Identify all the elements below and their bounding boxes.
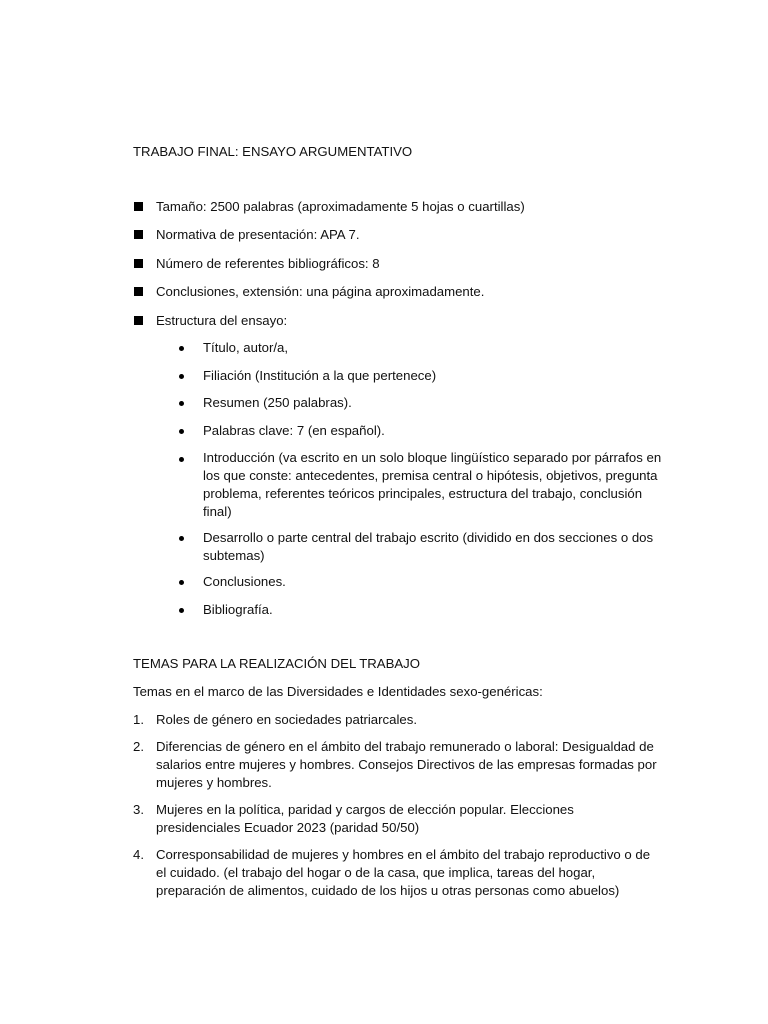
topic-number: 3. bbox=[133, 802, 144, 817]
structure-item: Bibliografía. bbox=[203, 602, 273, 617]
square-bullet-icon bbox=[134, 316, 143, 325]
round-bullet-icon bbox=[179, 374, 184, 379]
round-bullet-icon bbox=[179, 536, 184, 541]
square-bullet-icon bbox=[134, 287, 143, 296]
square-bullet-icon bbox=[134, 202, 143, 211]
requirement-item: Conclusiones, extensión: una página aproximadamente. bbox=[156, 284, 485, 299]
square-bullet-icon bbox=[134, 259, 143, 268]
structure-item: Resumen (250 palabras). bbox=[203, 395, 352, 410]
round-bullet-icon bbox=[179, 346, 184, 351]
topic-number: 2. bbox=[133, 739, 144, 754]
topic-number: 4. bbox=[133, 847, 144, 862]
square-bullet-icon bbox=[134, 230, 143, 239]
structure-item: Palabras clave: 7 (en español). bbox=[203, 423, 385, 438]
structure-item: Introducción (va escrito en un solo bloque lingüístico separado por párrafos en los que conste: antecedentes, premisa central o hipótesis, objetivos, pregunta problema, referentes teóricos principales, estructura del trabajo, conclusión final) bbox=[203, 450, 662, 519]
requirement-item: Tamaño: 2500 palabras (aproximadamente 5 hojas o cuartillas) bbox=[156, 199, 525, 214]
round-bullet-icon bbox=[179, 457, 184, 462]
round-bullet-icon bbox=[179, 429, 184, 434]
topic-text: Corresponsabilidad de mujeres y hombres en el ámbito del trabajo reproductivo o de el cuidado. (el trabajo del hogar o de la casa, que implica, tareas del hogar, preparación de alimentos, cuidado de los hijos u otras personas como abuelos) bbox=[156, 847, 651, 898]
topics-heading: TEMAS PARA LA REALIZACIÓN DEL TRABAJO bbox=[133, 656, 421, 671]
requirement-item: Estructura del ensayo: bbox=[156, 313, 288, 328]
document-title: TRABAJO FINAL: ENSAYO ARGUMENTATIVO bbox=[133, 144, 413, 159]
topic-text: Mujeres en la política, paridad y cargos de elección popular. Elecciones presidenciales Ecuador 2023 (paridad 50/50) bbox=[156, 802, 574, 835]
topic-number: 1. bbox=[133, 712, 144, 727]
requirement-item: Número de referentes bibliográficos: 8 bbox=[156, 256, 380, 271]
topics-intro: Temas en el marco de las Diversidades e Identidades sexo-genéricas: bbox=[133, 684, 543, 699]
round-bullet-icon bbox=[179, 401, 184, 406]
structure-item: Desarrollo o parte central del trabajo escrito (dividido en dos secciones o dos subtemas) bbox=[203, 530, 654, 563]
structure-item: Filiación (Institución a la que pertenece) bbox=[203, 368, 437, 383]
round-bullet-icon bbox=[179, 580, 184, 585]
structure-item: Título, autor/a, bbox=[203, 340, 289, 355]
requirement-item: Normativa de presentación: APA 7. bbox=[156, 227, 360, 242]
round-bullet-icon bbox=[179, 608, 184, 613]
structure-item: Conclusiones. bbox=[203, 574, 286, 589]
topic-text: Diferencias de género en el ámbito del trabajo remunerado o laboral: Desigualdad de salarios entre mujeres y hombres. Consejos Directivos de las empresas formadas por mujeres y hombres. bbox=[156, 739, 657, 790]
topic-text: Roles de género en sociedades patriarcales. bbox=[156, 712, 417, 727]
